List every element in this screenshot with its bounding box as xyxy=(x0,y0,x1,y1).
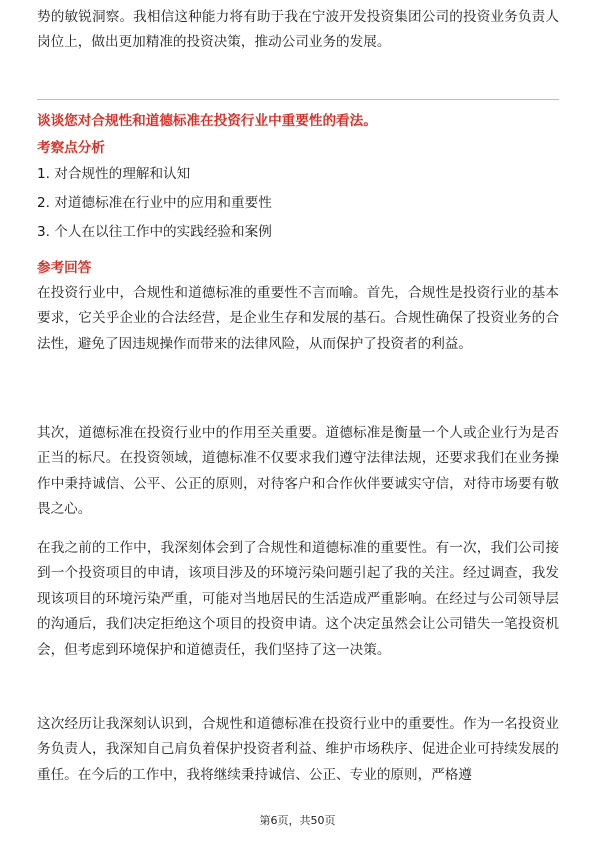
body-paragraph: 这次经历让我深刻认识到，合规性和道德标准在投资行业中的重要性。作为一名投资业务负责人，我深知自己肩负着保护投资者利益、维护市场秩序、促进企业可持续发展的重任。在今后的工作中，我将继续秉持诚信、公正、专业的原则，严格遵 xyxy=(37,716,559,783)
body-paragraph: 其次，道德标准在投资行业中的作用至关重要。道德标准是衡量一个人或企业行为是否正当的标尺。在投资领域，道德标准不仅要求我们遵守法律法规，还要求我们在业务操作中秉持诚信、公平、公正的原则，对待客户和合作伙伴要诚实守信，对待市场要有敬畏之心。 xyxy=(37,425,559,518)
answer-paragraph-3 xyxy=(37,536,559,663)
answer-paragraph-2 xyxy=(37,421,559,523)
page-number: 第6页，共50页 xyxy=(259,814,336,827)
body-paragraph: 在我之前的工作中，我深刻体会到了合规性和道德标准的重要性。有一次，我们公司接到一个投资项目的申请，该项目涉及的环境污染问题引起了我的关注。经过调查，我发现该项目的环境污染严重，可能对当地居民的生活造成严重影响。在经过与公司领导层的沟通后，我们决定拒绝这个项目的投资申请。这个决定虽然会让公司错失一笔投资机会，但考虑到环境保护和道德责任，我们坚持了这一决策。 xyxy=(37,540,559,658)
section-divider xyxy=(37,99,559,100)
list-item: 1. 对合规性的理解和认知 xyxy=(37,166,191,182)
answer-paragraph-1 xyxy=(37,281,559,357)
answer-heading: 参考回答 xyxy=(37,260,92,276)
list-item: 2. 对道德标准在行业中的应用和重要性 xyxy=(37,195,272,211)
answer-paragraph-4 xyxy=(37,712,559,788)
body-paragraph: 在投资行业中，合规性和道德标准的重要性不言而喻。首先，合规性是投资行业的基本要求，它关乎企业的合法经营，是企业生存和发展的基石。合规性确保了投资业务的合法性，避免了因违规操作而带来的法律风险，从而保护了投资者的利益。 xyxy=(37,285,559,352)
analysis-section xyxy=(37,138,559,158)
analysis-heading: 考察点分析 xyxy=(37,140,105,156)
list-item: 3. 个人在以往工作中的实践经验和案例 xyxy=(37,224,272,240)
body-paragraph: 势的敏锐洞察。我相信这种能力将有助于我在宁波开发投资集团公司的投资业务负责人岗位上，做出更加精准的投资决策，推动公司业务的发展。 xyxy=(37,9,559,51)
question-block xyxy=(37,111,559,131)
question-title: 谈谈您对合规性和道德标准在投资行业中重要性的看法。 xyxy=(37,113,377,129)
analysis-list-block xyxy=(37,164,559,251)
analysis-list xyxy=(37,164,559,251)
continued-paragraph xyxy=(37,5,559,56)
answer-section xyxy=(37,258,559,278)
